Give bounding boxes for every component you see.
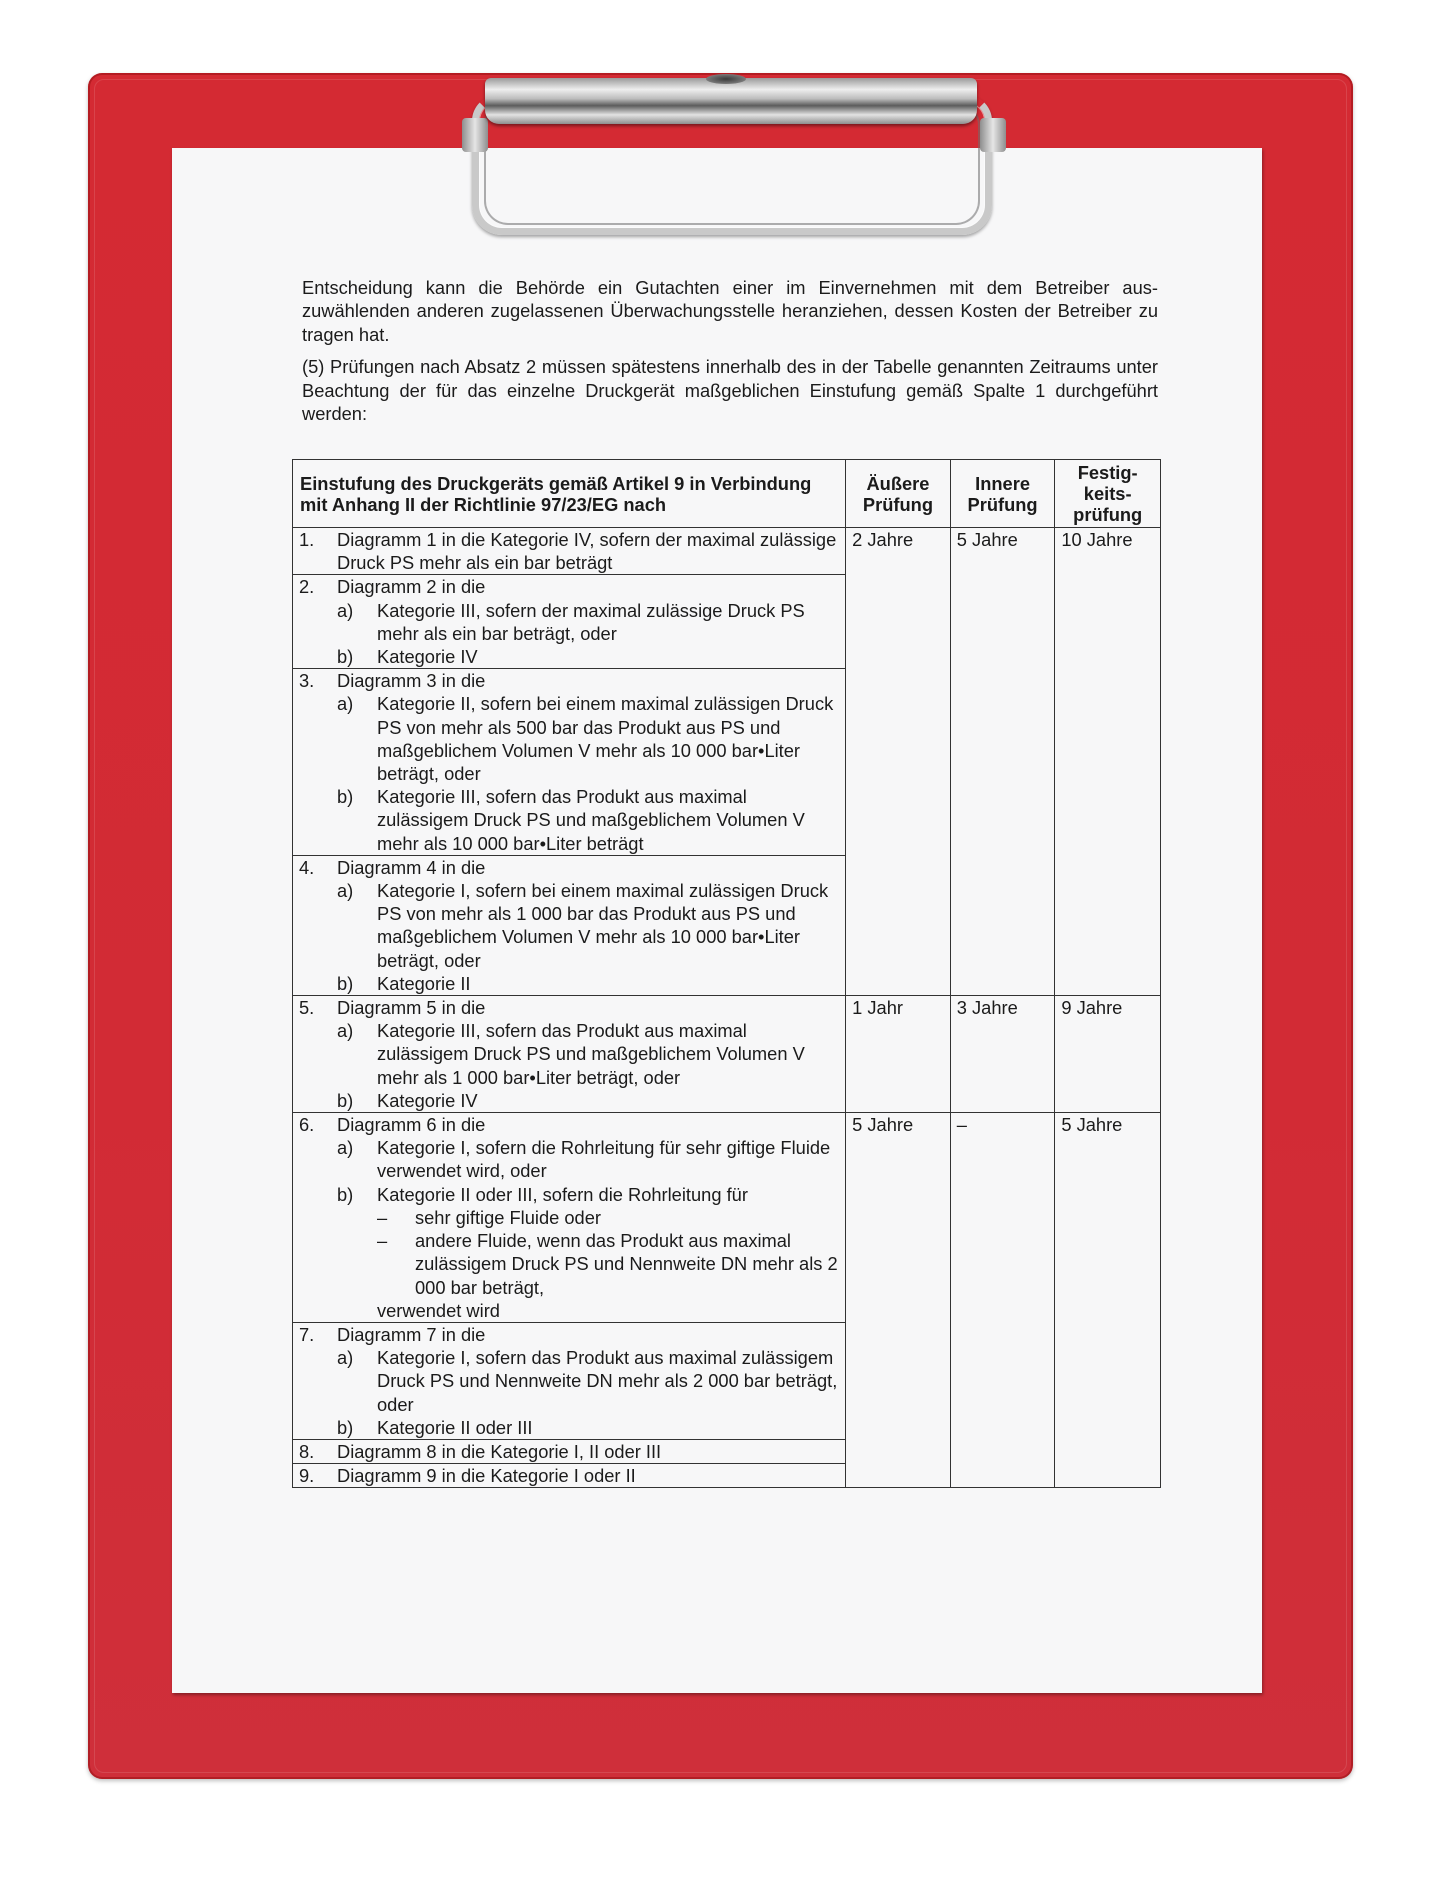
row-text: Diagramm 5 in die	[337, 997, 486, 1019]
dash-text: andere Fluide, wenn das Produkt aus maximal zulässigem Druck PS und Nennweite DN mehr als 2 000 bar beträgt,	[415, 1230, 838, 1298]
sub-text: Kategorie III, sofern das Produkt aus maximal zulässigem Druck PS und maßgeblichem Volumen V mehr als 10 000 bar•Liter beträgt	[377, 786, 805, 854]
period-strength: 5 Jahre	[1055, 1113, 1161, 1488]
sub-label: a)	[337, 1137, 354, 1159]
row-number: 5.	[299, 997, 315, 1019]
intro-paragraph: (5) Prüfungen nach Absatz 2 müssen spätestens innerhalb des in der Tabelle genannten Zeitraums unter Beachtung der für das einzelne Druckgerät maßgeblichen Einstufung gemäß Spalte 1 durchgeführt werden:	[302, 356, 1158, 425]
row-number: 3.	[299, 670, 315, 692]
table-row	[293, 1113, 1161, 1323]
sub-text: Kategorie I, sofern bei einem maximal zulässigen Druck PS von mehr als 1 000 bar das Produkt aus PS und maßgeblichem Volumen V mehr als 10 000 bar•Liter beträgt, oder	[377, 880, 829, 971]
sub-text: Kategorie II oder III, sofern die Rohrleitung für	[377, 1183, 748, 1205]
row-text: Diagramm 8 in die Kategorie I, II oder III	[337, 1440, 662, 1462]
classification-cell	[293, 1113, 846, 1323]
row-text: Diagramm 9 in die Kategorie I oder II	[337, 1465, 636, 1487]
classification-cell	[293, 1439, 846, 1463]
row-text: Diagramm 7 in die	[337, 1323, 486, 1345]
clip-rivet	[706, 74, 746, 84]
sub-label: b)	[337, 972, 354, 994]
sub-label: b)	[337, 1416, 354, 1438]
sub-text: Kategorie III, sofern das Produkt aus maximal zulässigem Druck PS und maßgeblichem Volumen V mehr als 1 000 bar•Liter beträgt, oder	[377, 1020, 805, 1088]
period-external: 5 Jahre	[846, 1113, 951, 1488]
sub-text: Kategorie II oder III	[377, 1416, 533, 1438]
classification-cell	[293, 996, 846, 1113]
sub-label: a)	[337, 1347, 354, 1369]
sub-label: b)	[337, 1183, 354, 1205]
row-number: 7.	[299, 1323, 315, 1345]
classification-cell	[293, 1464, 846, 1488]
table-row	[293, 996, 1161, 1113]
sub-label: a)	[337, 693, 354, 715]
header-classification: Einstufung des Druckgeräts gemäß Artikel 9 in Verbindung mit Anhang II der Richtlinie 97/23/EG nach	[293, 460, 846, 528]
row-number: 2.	[299, 576, 315, 598]
inspection-table	[292, 459, 1161, 1488]
sub-label: b)	[337, 786, 354, 808]
dash-label: –	[377, 1230, 388, 1252]
period-internal: 5 Jahre	[950, 528, 1055, 996]
period-external: 2 Jahre	[846, 528, 951, 996]
sub-label: b)	[337, 646, 354, 668]
period-strength: 9 Jahre	[1055, 996, 1161, 1113]
sub-label: a)	[337, 880, 354, 902]
period-strength: 10 Jahre	[1055, 528, 1161, 996]
sub-text: Kategorie III, sofern der maximal zulässige Druck PS mehr als ein bar beträgt, oder	[377, 599, 805, 644]
dash-label: –	[377, 1206, 388, 1228]
header-strength-test: Festigkeitsprüfung	[1055, 460, 1161, 528]
row-number: 8.	[299, 1440, 315, 1462]
sub-text: Kategorie IV	[377, 1089, 478, 1111]
clip-hinge-left	[462, 118, 488, 152]
row-number: 9.	[299, 1465, 315, 1487]
header-external-inspection: Äußere Prüfung	[846, 460, 951, 528]
sub-label: a)	[337, 599, 354, 621]
clip-plate	[485, 78, 977, 124]
sub-text: Kategorie II, sofern bei einem maximal zulässigen Druck PS von mehr als 500 bar das Produkt aus PS und maßgeblichem Volumen V mehr als 10 000 bar•Liter beträgt, oder	[377, 693, 834, 785]
sub-label: a)	[337, 1020, 354, 1042]
sub-label: b)	[337, 1089, 354, 1111]
period-internal: 3 Jahre	[950, 996, 1055, 1113]
row-text: Diagramm 3 in die	[337, 670, 486, 692]
table-row	[293, 528, 1161, 575]
sub-text: Kategorie I, sofern die Rohrleitung für sehr giftige Fluide verwendet wird, oder	[377, 1137, 831, 1182]
sub-text: Kategorie I, sofern das Produkt aus maximal zulässigem Druck PS und Nennweite DN mehr als 2 000 bar beträgt, oder	[377, 1347, 838, 1415]
dash-text: sehr giftige Fluide oder	[415, 1206, 601, 1228]
clip-hinge-right	[980, 118, 1006, 152]
intro-paragraph: Entscheidung kann die Behörde ein Gutachten einer im Einvernehmen mit dem Betreiber auszuwählenden anderen zugelassenen Überwachungsstelle heranziehen, dessen Kosten der Betreiber zu tragen hat.	[302, 277, 1158, 345]
period-external: 1 Jahr	[846, 996, 951, 1113]
classification-cell	[293, 669, 846, 856]
row-text: Diagramm 4 in die	[337, 856, 486, 878]
sub-text: Kategorie IV	[377, 646, 478, 668]
row-number: 1.	[299, 529, 315, 550]
header-internal-inspection: Innere Prüfung	[950, 460, 1055, 528]
document-text	[302, 276, 1158, 434]
classification-cell	[293, 575, 846, 669]
classification-cell	[293, 1322, 846, 1439]
classification-cell	[293, 855, 846, 995]
table-header-row	[293, 460, 1161, 528]
row-text: Diagramm 2 in die	[337, 576, 486, 598]
sub-text: Kategorie II	[377, 972, 471, 994]
classification-cell	[293, 528, 846, 575]
period-internal: –	[950, 1113, 1055, 1488]
row-text: Diagramm 6 in die	[337, 1114, 486, 1136]
row-number: 4.	[299, 856, 315, 878]
row-tail-text: verwendet wird	[377, 1299, 500, 1321]
row-number: 6.	[299, 1114, 315, 1136]
row-text: Diagramm 1 in die Kategorie IV, sofern der maximal zulässige Druck PS mehr als ein bar beträgt	[337, 529, 837, 574]
